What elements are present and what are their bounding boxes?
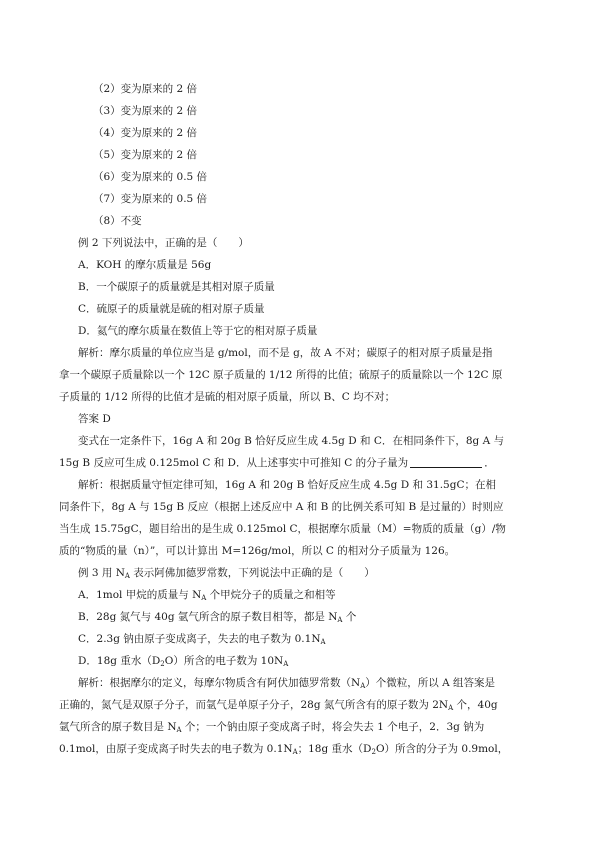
change-item: （2）变为原来的 2 倍 [93,83,198,95]
variant-question-cont [59,456,495,470]
example2-option-b: B．一个碳原子的质量就是其相对原子质量 [78,281,275,293]
example2-option-d: D．氦气的摩尔质量在数值上等于它的相对原子质量 [78,325,318,337]
analysis-text: 氩气所含的原子数目是 N [59,721,177,733]
variant-analysis-line: 当生成 15.75gC，题目给出的是生成 0.125mol C，根据摩尔质量（M）=物质的质量（g）/物 [59,523,506,535]
example2-analysis-line: 子质量的 1/12 所得的比值才是硫的相对原子质量，所以 B、C 均不对； [59,391,396,403]
analysis-sub: A [176,726,182,734]
analysis-text: 0.1mol，由原子变成离子时失去的电子数为 0.1N [59,743,293,755]
example3-analysis-line [59,742,508,756]
change-item: （3）变为原来的 2 倍 [93,105,198,117]
analysis-sub: A [448,704,454,712]
example3-option-b [78,610,356,624]
analysis-text: 个，40g [453,699,498,711]
example3-analysis-line [59,698,498,712]
change-item: （6）变为原来的 0.5 倍 [93,171,208,183]
variant-analysis-line: 解析：根据质量守恒定律可知，16g A 和 20g B 恰好反应生成 4.5g D 和 31.5gC；在相 [78,479,496,491]
analysis-text: 个；一个钠由原子变成离子时，将会失去 1 个电子，2．3g 钠为 [181,721,485,733]
example2-analysis-line: 拿一个碳原子质量除以一个 12C 原子质量的 1/12 所得的比值；硫原子的质量除以一个 12C 原 [59,369,503,381]
example2-answer: 答案 D [78,413,111,425]
variant-analysis-line: 同条件下，8g A 与 15g B 反应（根据上述反应中 A 和 B 的比例关系可知 B 是过量的）时则应 [59,501,504,513]
example3-option-d [78,654,288,668]
opt-sub: A [201,594,207,602]
analysis-text: 解析：根据摩尔的定义，每摩尔物质含有阿伏加德罗常数（N [78,677,361,689]
opt-text: D．18g 重水（D [78,655,161,667]
analysis-sub: A [292,748,298,756]
change-item: （7）变为原来的 0.5 倍 [93,193,208,205]
analysis-text: ）个微粒，所以 A 组答案是 [365,677,496,689]
opt-text: C．2.3g 钠由原子变成离子，失去的电子数为 0.1N [78,633,321,645]
change-item: （8）不变 [93,215,142,227]
opt-text: 个甲烷分子的质量之和相等 [206,589,336,601]
example3-analysis-line [59,720,484,734]
example2-option-c: C．硫原子的质量就是硫的相对原子质量 [78,303,265,315]
q-text: 例 3 用 N [78,567,125,579]
example3-option-a [78,588,336,602]
variant-question-end: ． [484,457,495,469]
example2-question: 例 2 下列说法中，正确的是（ ） [78,237,249,249]
example3-option-c [78,632,326,646]
opt-sub: A [337,616,343,624]
analysis-text: 正确的，氮气是双原子分子，而氩气是单原子分子，28g 氮气所含有的原子数为 2N [59,699,449,711]
example3-analysis-line [78,676,495,690]
example3-question [78,566,375,580]
change-item: （4）变为原来的 2 倍 [93,127,198,139]
opt-sub: A [320,638,326,646]
change-item: （5）变为原来的 2 倍 [93,149,198,161]
opt-sub: A [283,660,289,668]
opt-text: O）所含的电子数为 10N [164,655,284,667]
analysis-text: ；18g 重水（D [297,743,372,755]
opt-text: B．28g 氮气与 40g 氩气所含的原子数目相等，都是 N [78,611,338,623]
q-text: 表示阿佛加德罗常数，下列说法中正确的是（ ） [129,567,375,579]
analysis-text: O）所含的分子为 0.9mol， [375,743,509,755]
answer-blank[interactable] [410,457,482,468]
opt-text: A．1mol 甲烷的质量与 N [78,589,202,601]
q-sub: A [124,572,130,580]
variant-analysis-line: 质的“物质的量（n）”，可以计算出 M=126g/mol，所以 C 的相对分子质量为 126。 [59,545,456,557]
analysis-sub: A [360,682,366,690]
variant-question: 变式在一定条件下，16g A 和 20g B 恰好反应生成 4.5g D 和 C．在相同条件下，8g A 与 [78,435,505,447]
example2-option-a: A．KOH 的摩尔质量是 56g [78,259,212,271]
opt-text: 个 [342,611,357,623]
opt-sub: 2 [160,660,165,668]
example2-analysis-line: 解析：摩尔质量的单位应当是 g/mol，而不是 g，故 A 不对；碳原子的相对原子质量是指 [78,347,493,359]
variant-question-text: 15g B 反应可生成 0.125mol C 和 D．从上述事实中可推知 C 的分子量为 [59,457,409,469]
analysis-sub: 2 [371,748,376,756]
